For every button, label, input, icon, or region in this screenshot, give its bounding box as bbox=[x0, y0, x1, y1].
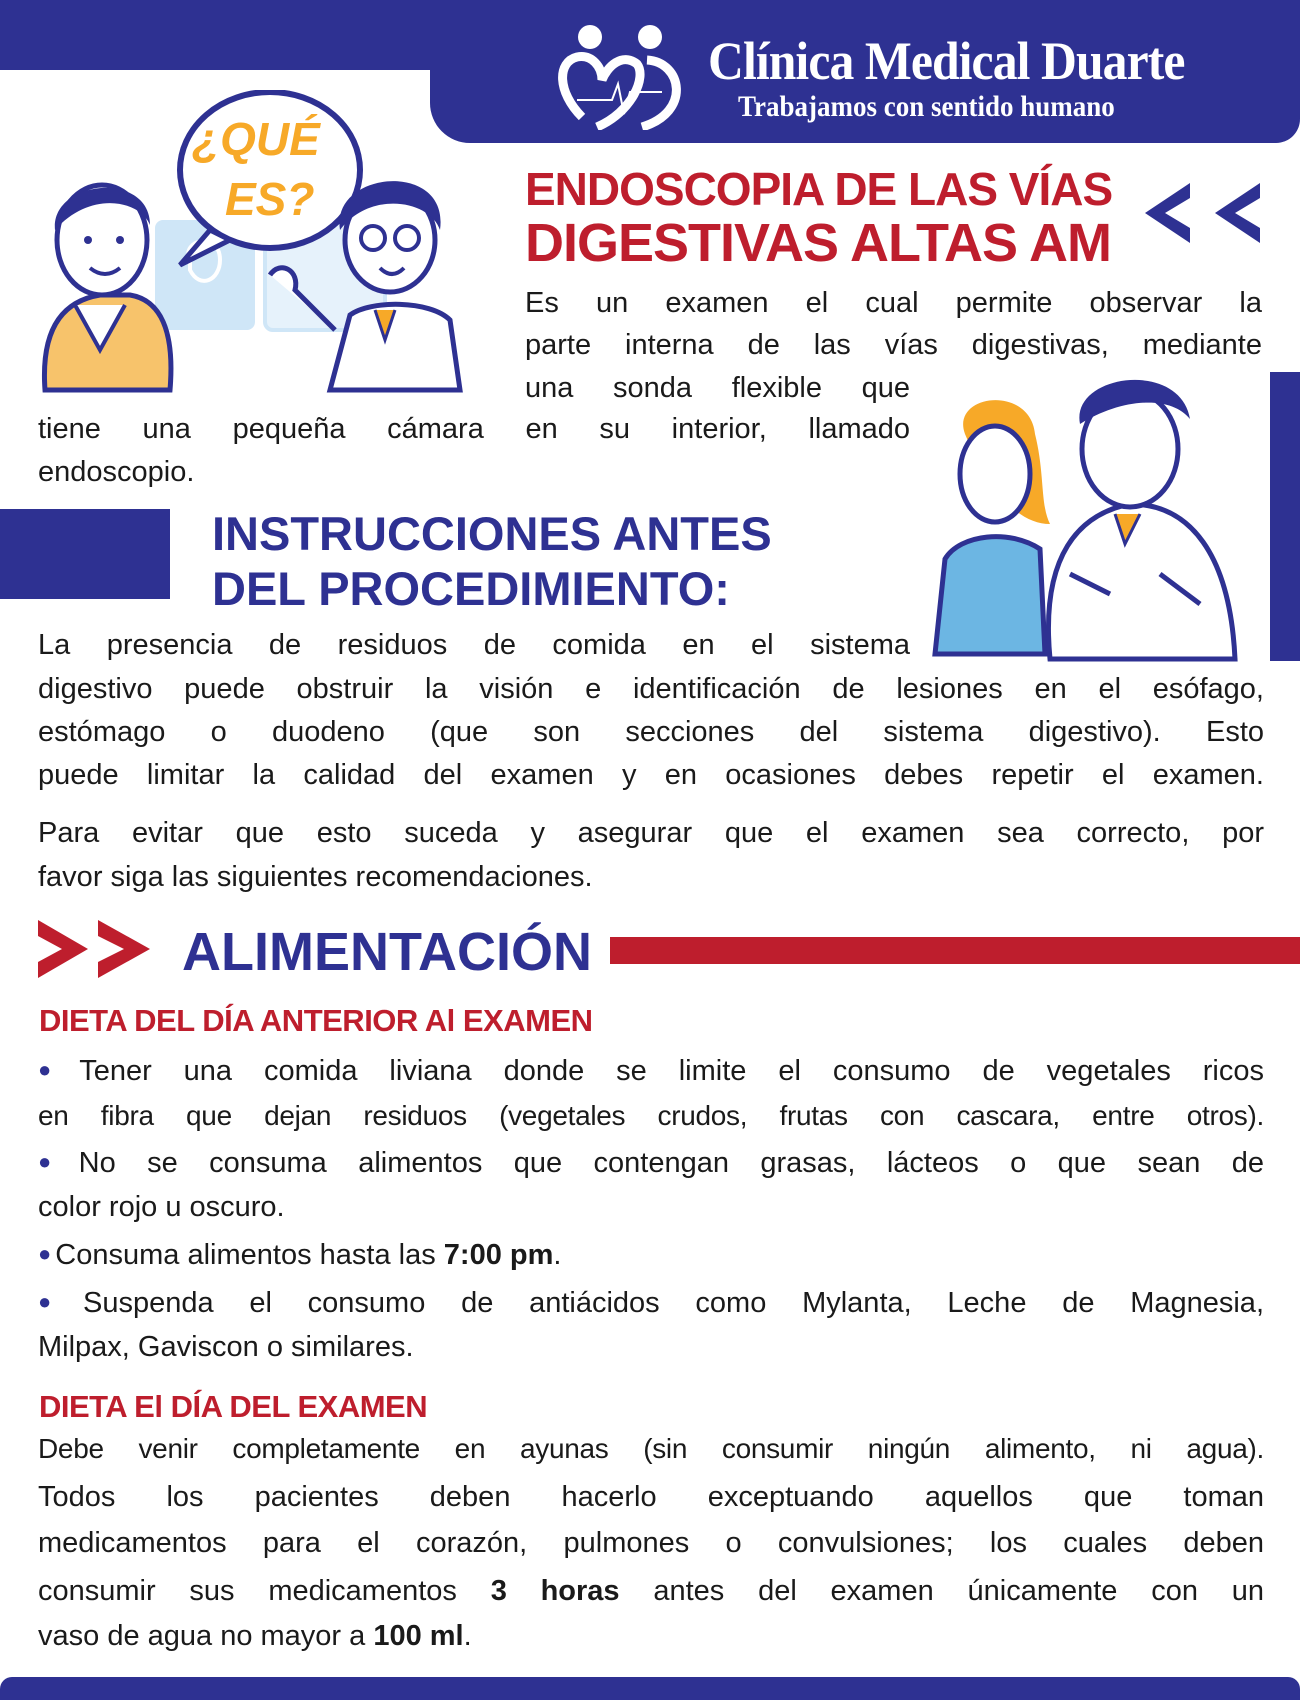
paragraph-line: La presencia de residuos de comida en el sistema bbox=[38, 629, 910, 661]
bullet-icon: ● bbox=[38, 1289, 79, 1314]
clinic-name: Clínica Medical Duarte bbox=[708, 31, 1185, 91]
bullet-text: Tener una comida liviana donde se limite el consumo de vegetales ricos bbox=[79, 1055, 1264, 1087]
page-title-line1: ENDOSCOPIA DE LAS VÍAS bbox=[525, 163, 1113, 215]
day-before-heading: DIETA DEL DÍA ANTERIOR Al EXAMEN bbox=[39, 1003, 593, 1038]
text: antes del examen únicamente con un bbox=[619, 1575, 1264, 1607]
bullet-icon: ● bbox=[38, 1241, 52, 1266]
bullet-item-continued: Milpax, Gaviscon o similares. bbox=[38, 1331, 414, 1363]
exam-day-heading: DIETA El DÍA DEL EXAMEN bbox=[39, 1389, 428, 1424]
bubble-text-es: ES? bbox=[225, 173, 315, 225]
paragraph-line: Todos los pacientes deben hacerlo exceptuando aquellos que toman bbox=[38, 1481, 1264, 1513]
bullet-item-continued: en fibra que dejan residuos (vegetales crudos, frutas con cascara, entre otros). bbox=[38, 1100, 1264, 1131]
side-accent-bar bbox=[1270, 372, 1300, 661]
bullet-item bbox=[38, 1052, 1264, 1089]
paragraph-line: puede limitar la calidad del examen y en ocasiones debes repetir el examen. bbox=[38, 759, 1264, 791]
bullet-text-end: . bbox=[553, 1239, 562, 1271]
clinic-tagline: Trabajamos con sentido humano bbox=[738, 90, 1115, 123]
intro-line: parte interna de las vías digestivas, mediante bbox=[525, 329, 1262, 361]
time-limit: 7:00 pm bbox=[443, 1239, 554, 1271]
paragraph-line: Debe venir completamente en ayunas (sin consumir ningún alimento, ni agua). bbox=[38, 1433, 1264, 1464]
bullet-item bbox=[38, 1236, 1264, 1273]
page-title-line2: DIGESTIVAS ALTAS AM bbox=[525, 213, 1111, 273]
bullet-text: Suspenda el consumo de antiácidos como Mylanta, Leche de Magnesia, bbox=[82, 1287, 1264, 1319]
paragraph-line: estómago o duodeno (que son secciones del sistema digestivo). Esto bbox=[38, 716, 1264, 748]
intro-line: Es un examen el cual permite observar la bbox=[525, 287, 1262, 319]
bullet-item-continued: color rojo u oscuro. bbox=[38, 1191, 285, 1223]
paragraph-line: favor siga las siguientes recomendaciones. bbox=[38, 861, 593, 893]
paragraph-line bbox=[38, 1573, 1264, 1609]
bubble-text-que: ¿QUÉ bbox=[192, 113, 320, 165]
footer-bar bbox=[0, 1677, 1300, 1700]
double-chevron-left-icon bbox=[1145, 183, 1265, 248]
section-accent-block bbox=[0, 509, 170, 599]
paragraph-line: Para evitar que esto suceda y asegurar que el examen sea correcto, por bbox=[38, 817, 1264, 849]
bullet-item bbox=[38, 1144, 1264, 1181]
medical-staff-illustration bbox=[930, 374, 1240, 664]
text: vaso de agua no mayor a bbox=[38, 1620, 374, 1652]
section-divider-red bbox=[610, 937, 1300, 964]
intro-line: endoscopio. bbox=[38, 456, 195, 488]
paragraph-line bbox=[38, 1618, 1264, 1654]
text: . bbox=[463, 1620, 472, 1652]
volume-emphasis: 100 ml bbox=[373, 1620, 464, 1652]
bullet-icon: ● bbox=[38, 1149, 75, 1174]
clinic-logo-icon bbox=[552, 22, 692, 130]
double-chevron-right-icon bbox=[38, 920, 154, 983]
instructions-heading-line2: DEL PROCEDIMIENTO: bbox=[212, 562, 730, 615]
bullet-text: Consuma alimentos hasta las bbox=[55, 1239, 444, 1271]
instructions-heading-line1: INSTRUCCIONES ANTES bbox=[212, 507, 772, 560]
paragraph-line: digestivo puede obstruir la visión e identificación de lesiones en el esófago, bbox=[38, 673, 1264, 705]
hours-emphasis: 3 horas bbox=[490, 1575, 620, 1607]
intro-line: una sonda flexible que bbox=[525, 372, 910, 404]
bullet-icon: ● bbox=[38, 1057, 76, 1082]
bullet-item bbox=[38, 1284, 1264, 1321]
paragraph-line: medicamentos para el corazón, pulmones o convulsiones; los cuales deben bbox=[38, 1527, 1264, 1559]
text: consumir sus medicamentos bbox=[38, 1575, 491, 1607]
intro-line: tiene una pequeña cámara en su interior, llamado bbox=[38, 413, 910, 445]
bullet-text: No se consuma alimentos que contengan grasas, lácteos o que sean de bbox=[78, 1147, 1264, 1179]
alimentacion-heading: ALIMENTACIÓN bbox=[182, 922, 592, 982]
